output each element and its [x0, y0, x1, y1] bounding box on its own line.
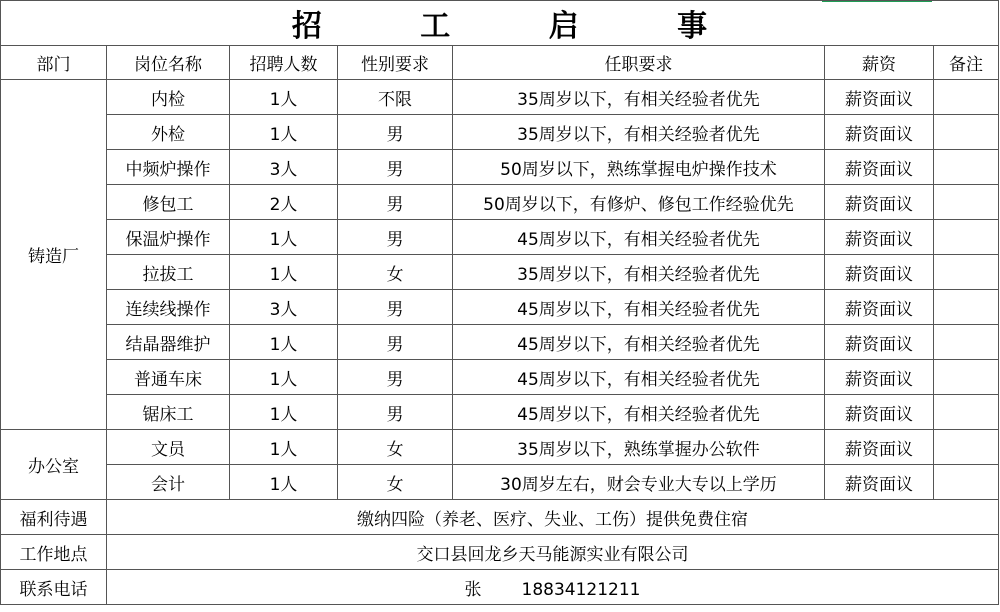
contact-phone-row: [1, 570, 999, 605]
table-row: [1, 360, 999, 395]
table-row: [1, 430, 999, 465]
note-cell: [934, 80, 999, 115]
gender-cell: 男: [338, 150, 453, 185]
note-cell: [934, 115, 999, 150]
requirement-cell: 45周岁以下，有相关经验者优先: [453, 325, 825, 360]
requirement-cell: 35周岁以下，熟练掌握办公软件: [453, 430, 825, 465]
headcount-cell: 1人: [230, 395, 338, 430]
benefits-value: 缴纳四险（养老、医疗、失业、工伤）提供免费住宿: [107, 500, 999, 535]
salary-cell: 薪资面议: [825, 395, 934, 430]
column-header: 备注: [934, 46, 999, 80]
salary-cell: 薪资面议: [825, 430, 934, 465]
salary-cell: 薪资面议: [825, 80, 934, 115]
contact-phone-label: 联系电话: [1, 570, 107, 605]
headcount-cell: 1人: [230, 360, 338, 395]
position-title-cell: 结晶器维护: [107, 325, 230, 360]
position-title-cell: 连续线操作: [107, 290, 230, 325]
gender-cell: 男: [338, 115, 453, 150]
salary-cell: 薪资面议: [825, 290, 934, 325]
position-title-cell: 锯床工: [107, 395, 230, 430]
phone-number: 18834121211: [521, 579, 641, 600]
salary-cell: 薪资面议: [825, 220, 934, 255]
table-row: [1, 115, 999, 150]
gender-cell: 女: [338, 430, 453, 465]
headcount-cell: 3人: [230, 290, 338, 325]
table-row: [1, 80, 999, 115]
column-header: 岗位名称: [107, 46, 230, 80]
note-cell: [934, 325, 999, 360]
headcount-cell: 2人: [230, 185, 338, 220]
requirement-cell: 35周岁以下，有相关经验者优先: [453, 115, 825, 150]
position-title-cell: 文员: [107, 430, 230, 465]
contact-phone-value: [107, 570, 999, 605]
requirement-cell: 35周岁以下，有相关经验者优先: [453, 80, 825, 115]
position-title-cell: 外检: [107, 115, 230, 150]
table-row: [1, 150, 999, 185]
note-cell: [934, 290, 999, 325]
headcount-cell: 1人: [230, 325, 338, 360]
salary-cell: 薪资面议: [825, 325, 934, 360]
position-title-cell: 修包工: [107, 185, 230, 220]
salary-cell: 薪资面议: [825, 465, 934, 500]
salary-cell: 薪资面议: [825, 185, 934, 220]
header-row: [1, 46, 999, 80]
table-row: [1, 465, 999, 500]
note-cell: [934, 395, 999, 430]
work-location-value: 交口县回龙乡天马能源实业有限公司: [107, 535, 999, 570]
work-location-row: [1, 535, 999, 570]
gender-cell: 不限: [338, 80, 453, 115]
column-header: 任职要求: [453, 46, 825, 80]
department-cell: 铸造厂: [1, 80, 107, 430]
note-cell: [934, 150, 999, 185]
note-cell: [934, 255, 999, 290]
salary-cell: 薪资面议: [825, 150, 934, 185]
contact-name: 张: [464, 579, 482, 600]
notice-title: 招 工 启 事: [1, 1, 999, 46]
note-cell: [934, 185, 999, 220]
table-row: [1, 325, 999, 360]
salary-cell: 薪资面议: [825, 115, 934, 150]
table-row: [1, 220, 999, 255]
position-title-cell: 会计: [107, 465, 230, 500]
position-title-cell: 保温炉操作: [107, 220, 230, 255]
gender-cell: 男: [338, 290, 453, 325]
column-header: 部门: [1, 46, 107, 80]
gender-cell: 男: [338, 325, 453, 360]
column-header: 薪资: [825, 46, 934, 80]
note-cell: [934, 430, 999, 465]
headcount-cell: 1人: [230, 465, 338, 500]
gender-cell: 男: [338, 395, 453, 430]
requirement-cell: 45周岁以下，有相关经验者优先: [453, 220, 825, 255]
salary-cell: 薪资面议: [825, 360, 934, 395]
headcount-cell: 1人: [230, 430, 338, 465]
gender-cell: 男: [338, 360, 453, 395]
column-header: 招聘人数: [230, 46, 338, 80]
headcount-cell: 1人: [230, 220, 338, 255]
department-cell: 办公室: [1, 430, 107, 500]
work-location-label: 工作地点: [1, 535, 107, 570]
requirement-cell: 45周岁以下，有相关经验者优先: [453, 290, 825, 325]
headcount-cell: 1人: [230, 255, 338, 290]
note-cell: [934, 220, 999, 255]
benefits-row: [1, 500, 999, 535]
position-title-cell: 普通车床: [107, 360, 230, 395]
table-row: [1, 395, 999, 430]
table-row: [1, 255, 999, 290]
requirement-cell: 30周岁左右，财会专业大专以上学历: [453, 465, 825, 500]
headcount-cell: 1人: [230, 80, 338, 115]
note-cell: [934, 360, 999, 395]
benefits-label: 福利待遇: [1, 500, 107, 535]
position-title-cell: 中频炉操作: [107, 150, 230, 185]
requirement-cell: 45周岁以下，有相关经验者优先: [453, 395, 825, 430]
note-cell: [934, 465, 999, 500]
gender-cell: 女: [338, 465, 453, 500]
salary-cell: 薪资面议: [825, 255, 934, 290]
requirement-cell: 35周岁以下，有相关经验者优先: [453, 255, 825, 290]
headcount-cell: 1人: [230, 115, 338, 150]
column-header: 性别要求: [338, 46, 453, 80]
gender-cell: 男: [338, 220, 453, 255]
position-title-cell: 内检: [107, 80, 230, 115]
requirement-cell: 50周岁以下，有修炉、修包工作经验优先: [453, 185, 825, 220]
table-row: [1, 185, 999, 220]
gender-cell: 女: [338, 255, 453, 290]
requirement-cell: 50周岁以下，熟练掌握电炉操作技术: [453, 150, 825, 185]
headcount-cell: 3人: [230, 150, 338, 185]
gender-cell: 男: [338, 185, 453, 220]
requirement-cell: 45周岁以下，有相关经验者优先: [453, 360, 825, 395]
position-title-cell: 拉拔工: [107, 255, 230, 290]
table-row: [1, 290, 999, 325]
